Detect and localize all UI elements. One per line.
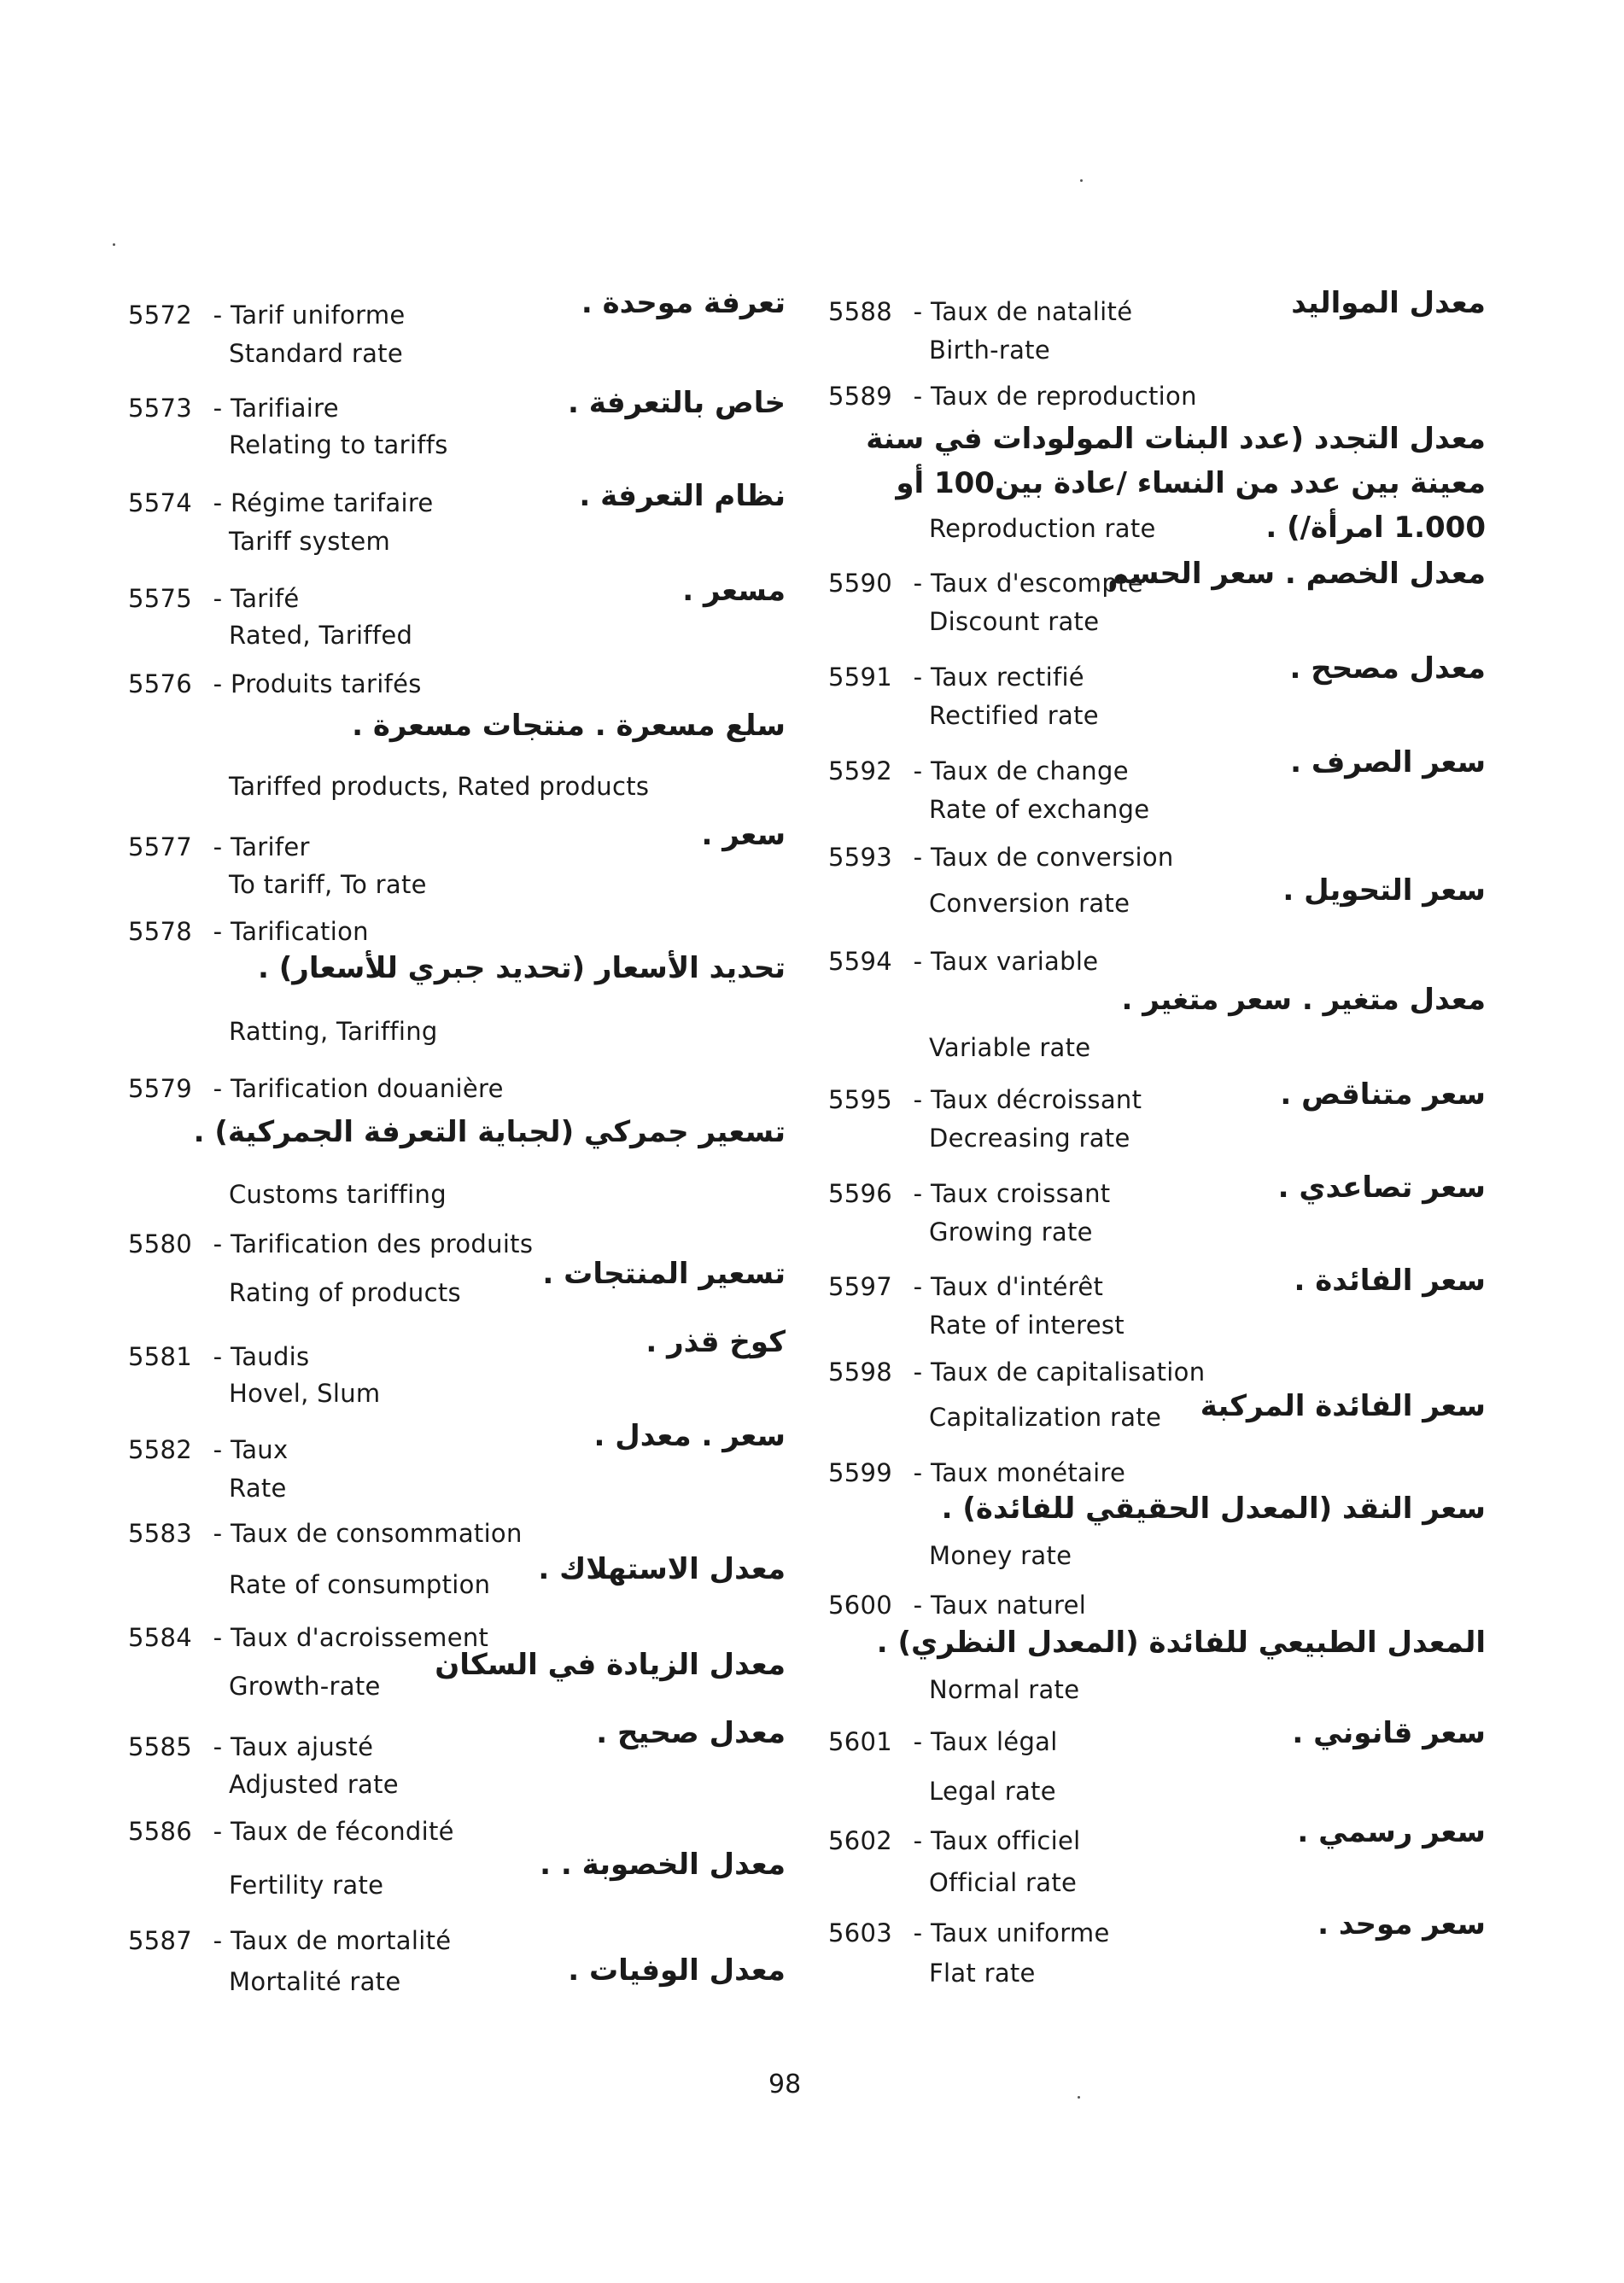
- entry-term-line: [828, 756, 1129, 785]
- english-term: Variable rate: [929, 1033, 1091, 1062]
- english-term: Discount rate: [929, 607, 1100, 636]
- arabic-term: سعر .: [701, 818, 786, 852]
- french-term: Taux légal: [931, 1727, 1058, 1756]
- arabic-term: كوخ قذر .: [646, 1325, 786, 1359]
- entry-dash: -: [913, 1591, 923, 1620]
- entry-number: 5589: [828, 382, 893, 411]
- french-term: Taux: [231, 1435, 289, 1464]
- english-term: Legal rate: [929, 1777, 1056, 1806]
- french-term: Taux croissant: [931, 1179, 1111, 1208]
- entry-term-line: [128, 1342, 309, 1371]
- entry-dash: -: [213, 1435, 223, 1464]
- french-term: Taux de mortalité: [231, 1926, 452, 1955]
- english-term: Reproduction rate: [929, 514, 1156, 543]
- english-term: Birth-rate: [929, 336, 1050, 365]
- english-term: To tariff, To rate: [229, 870, 427, 899]
- arabic-term: سعر الفائدة .: [1294, 1264, 1486, 1298]
- entry-term-line: [128, 1926, 451, 1955]
- french-term: Tarifé: [231, 584, 300, 613]
- entry-term-line: [828, 843, 1174, 872]
- french-term: Produits tarifés: [231, 669, 422, 698]
- english-term: Decreasing rate: [929, 1124, 1130, 1153]
- entry-dash: -: [213, 1817, 223, 1846]
- entry-number: 5603: [828, 1918, 893, 1947]
- arabic-term: سعر تصاعدي .: [1277, 1171, 1486, 1205]
- entry-dash: -: [213, 832, 223, 861]
- arabic-term: معدل الاستهلاك .: [538, 1552, 786, 1586]
- french-term: Tarification: [231, 917, 369, 946]
- arabic-term: سعر رسمي .: [1297, 1815, 1486, 1849]
- english-term: Rate: [229, 1474, 287, 1503]
- entry-number: 5583: [128, 1519, 193, 1548]
- entry-dash: -: [913, 756, 923, 785]
- entry-number: 5590: [828, 569, 893, 598]
- french-term: Tarifiaire: [231, 394, 339, 423]
- entry-dash: -: [913, 297, 923, 326]
- entry-dash: -: [913, 382, 923, 411]
- entry-dash: -: [213, 488, 223, 517]
- entry-number: 5601: [828, 1727, 893, 1756]
- entry-term-line: [828, 1358, 1205, 1387]
- entry-term-line: [128, 1732, 373, 1761]
- scan-speck: [113, 243, 115, 246]
- entry-dash: -: [913, 1727, 923, 1756]
- english-term: Fertility rate: [229, 1871, 384, 1900]
- french-term: Tarification douanière: [231, 1074, 504, 1103]
- arabic-term: تسعير جمركي (لجباية التعرفة الجمركية) .: [193, 1115, 786, 1149]
- english-term: Growing rate: [929, 1217, 1093, 1247]
- french-term: Taudis: [231, 1342, 310, 1371]
- arabic-term: مسعر .: [682, 574, 786, 608]
- arabic-term: خاص بالتعرفة .: [568, 386, 786, 420]
- french-term: Taux de change: [931, 756, 1129, 785]
- page-number: 98: [768, 2070, 802, 2099]
- french-term: Taux de consommation: [231, 1519, 523, 1548]
- french-term: Taux uniforme: [931, 1918, 1110, 1947]
- entry-number: 5596: [828, 1179, 893, 1208]
- arabic-term: معدل الخصوبة . .: [540, 1848, 786, 1882]
- entry-term-line: [128, 1229, 533, 1258]
- entry-dash: -: [913, 1458, 923, 1487]
- arabic-term: معدل التجدد (عدد البنات المولودات في سنة معينة بين عدد من النساء /عادة بين100 أو 1.000 امرأة/) .: [866, 422, 1486, 545]
- entry-dash: -: [213, 917, 223, 946]
- entry-number: 5582: [128, 1435, 193, 1464]
- entry-dash: -: [913, 1272, 923, 1301]
- english-term: Mortalité rate: [229, 1967, 401, 1996]
- french-term: Taux de conversion: [931, 843, 1174, 872]
- entry-dash: -: [913, 947, 923, 976]
- french-term: Taux variable: [931, 947, 1099, 976]
- entry-dash: -: [913, 1358, 923, 1387]
- entry-dash: -: [213, 1623, 223, 1652]
- french-term: Régime tarifaire: [231, 488, 434, 517]
- entry-number: 5594: [828, 947, 893, 976]
- french-term: Tarification des produits: [231, 1229, 534, 1258]
- entry-term-line: [128, 832, 310, 861]
- english-term: Rate of interest: [929, 1311, 1125, 1340]
- entry-dash: -: [913, 1179, 923, 1208]
- arabic-term: سعر النقد (المعدل الحقيقي للفائدة) .: [941, 1492, 1486, 1526]
- french-term: Taux officiel: [931, 1826, 1081, 1855]
- arabic-term: المعدل الطبيعي للفائدة (المعدل النظري) .: [876, 1626, 1486, 1660]
- french-term: Taux décroissant: [931, 1085, 1142, 1114]
- arabic-term: سلع مسعرة . منتجات مسعرة .: [352, 709, 786, 743]
- entry-number: 5588: [828, 297, 893, 326]
- entry-number: 5573: [128, 394, 193, 423]
- english-term: Rate of consumption: [229, 1570, 491, 1599]
- entry-number: 5592: [828, 756, 893, 785]
- entry-number: 5593: [828, 843, 893, 872]
- entry-term-line: [828, 382, 1197, 411]
- entry-term-line: [828, 1918, 1110, 1947]
- entry-number: 5576: [128, 669, 193, 698]
- english-term: Rectified rate: [929, 701, 1099, 730]
- entry-dash: -: [913, 1826, 923, 1855]
- entry-dash: -: [213, 301, 223, 330]
- french-term: Taux de capitalisation: [931, 1358, 1206, 1387]
- entry-term-line: [828, 1272, 1103, 1301]
- entry-number: 5597: [828, 1272, 893, 1301]
- entry-term-line: [128, 1817, 454, 1846]
- arabic-term: معدل صحيح .: [596, 1716, 786, 1750]
- entry-dash: -: [213, 1342, 223, 1371]
- english-term: Customs tariffing: [229, 1180, 447, 1209]
- entry-number: 5581: [128, 1342, 193, 1371]
- english-term: Standard rate: [229, 339, 403, 368]
- entry-term-line: [828, 663, 1084, 692]
- english-term: Rating of products: [229, 1278, 461, 1307]
- entry-term-line: [128, 1519, 523, 1548]
- entry-dash: -: [913, 843, 923, 872]
- entry-term-line: [828, 297, 1132, 326]
- arabic-term: سعر موحد .: [1317, 1907, 1486, 1941]
- french-term: Taux de fécondité: [231, 1817, 454, 1846]
- french-term: Taux d'acroissement: [231, 1623, 489, 1652]
- entry-number: 5595: [828, 1085, 893, 1114]
- entry-term-line: [128, 917, 369, 946]
- french-term: Taux ajusté: [231, 1732, 374, 1761]
- entry-dash: -: [213, 1229, 223, 1258]
- french-term: Taux d'intérêt: [931, 1272, 1104, 1301]
- entry-term-line: [128, 394, 339, 423]
- french-term: Tarif uniforme: [231, 301, 406, 330]
- entry-dash: -: [913, 1918, 923, 1947]
- english-term: Hovel, Slum: [229, 1379, 381, 1408]
- entry-number: 5598: [828, 1358, 893, 1387]
- arabic-term: تسعير المنتجات .: [542, 1257, 786, 1291]
- english-term: Flat rate: [929, 1959, 1036, 1988]
- french-term: Taux d'escompte: [931, 569, 1143, 598]
- entry-term-line: [828, 1591, 1086, 1620]
- entry-number: 5575: [128, 584, 193, 613]
- arabic-term: معدل الخصم . سعر الحسم: [1107, 557, 1486, 591]
- english-term: Rated, Tariffed: [229, 621, 413, 650]
- entry-term-line: [828, 1727, 1058, 1756]
- entry-number: 5572: [128, 301, 193, 330]
- entry-term-line: [828, 1458, 1125, 1487]
- english-term: Growth-rate: [229, 1672, 381, 1701]
- entry-term-line: [828, 947, 1098, 976]
- arabic-term: سعر الفائدة المركبة: [1200, 1389, 1486, 1423]
- entry-number: 5587: [128, 1926, 193, 1955]
- french-term: Tarifer: [231, 832, 310, 861]
- arabic-term: تعرفة موحدة .: [581, 286, 786, 320]
- entry-dash: -: [913, 569, 923, 598]
- entry-dash: -: [213, 584, 223, 613]
- entry-term-line: [828, 1826, 1080, 1855]
- french-term: Taux de reproduction: [931, 382, 1197, 411]
- english-term: Rate of exchange: [929, 795, 1150, 824]
- entry-term-line: [828, 1085, 1142, 1114]
- arabic-term: سعر . معدل .: [593, 1419, 786, 1453]
- arabic-term: سعر التحويل .: [1282, 873, 1486, 908]
- english-term: Tariffed products, Rated products: [229, 772, 650, 801]
- entry-number: 5602: [828, 1826, 893, 1855]
- entry-dash: -: [213, 1732, 223, 1761]
- french-term: Taux monétaire: [931, 1458, 1126, 1487]
- entry-number: 5600: [828, 1591, 893, 1620]
- entry-dash: -: [913, 1085, 923, 1114]
- entry-term-line: [128, 584, 300, 613]
- entry-term-line: [128, 669, 422, 698]
- scan-speck: [1078, 2096, 1080, 2099]
- french-term: Taux rectifié: [931, 663, 1084, 692]
- english-term: Capitalization rate: [929, 1403, 1162, 1432]
- scan-speck: [1080, 179, 1083, 182]
- entry-dash: -: [213, 394, 223, 423]
- english-term: Relating to tariffs: [229, 430, 448, 459]
- entry-number: 5599: [828, 1458, 893, 1487]
- english-term: Ratting, Tariffing: [229, 1017, 438, 1046]
- arabic-term: سعر الصرف .: [1290, 745, 1486, 779]
- english-term: Official rate: [929, 1868, 1078, 1897]
- english-term: Tariff system: [229, 527, 391, 556]
- arabic-term: معدل الزيادة في السكان: [435, 1648, 786, 1682]
- english-term: Normal rate: [929, 1675, 1080, 1704]
- french-term: Taux de natalité: [931, 297, 1133, 326]
- entry-term-line: [828, 569, 1143, 598]
- entry-dash: -: [213, 669, 223, 698]
- entry-number: 5584: [128, 1623, 193, 1652]
- english-term: Adjusted rate: [229, 1770, 399, 1799]
- entry-number: 5577: [128, 832, 193, 861]
- entry-number: 5578: [128, 917, 193, 946]
- entry-term-line: [128, 1435, 288, 1464]
- entry-term-line: [828, 1179, 1110, 1208]
- arabic-term: سعر متناقص .: [1280, 1077, 1486, 1112]
- arabic-term: تحديد الأسعار (تحديد جبري للأسعار) .: [258, 951, 786, 985]
- entry-number: 5579: [128, 1074, 193, 1103]
- entry-number: 5591: [828, 663, 893, 692]
- english-term: Conversion rate: [929, 889, 1130, 918]
- entry-number: 5574: [128, 488, 193, 517]
- entry-term-line: [128, 1074, 504, 1103]
- entry-number: 5586: [128, 1817, 193, 1846]
- entry-term-line: [128, 488, 434, 517]
- arabic-term: معدل المواليد: [1291, 286, 1486, 320]
- entry-term-line: [128, 301, 406, 330]
- arabic-term: معدل مصحح .: [1289, 651, 1486, 686]
- entry-dash: -: [213, 1074, 223, 1103]
- entry-dash: -: [213, 1519, 223, 1548]
- arabic-term: معدل متغير . سعر متغير .: [1121, 983, 1486, 1017]
- arabic-term: نظام التعرفة .: [579, 479, 786, 513]
- english-term: Money rate: [929, 1541, 1072, 1570]
- entry-number: 5580: [128, 1229, 193, 1258]
- arabic-term: سعر قانوني .: [1292, 1716, 1486, 1750]
- french-term: Taux naturel: [931, 1591, 1087, 1620]
- entry-dash: -: [913, 663, 923, 692]
- entry-number: 5585: [128, 1732, 193, 1761]
- arabic-term: معدل الوفيات .: [568, 1953, 786, 1988]
- entry-dash: -: [213, 1926, 223, 1955]
